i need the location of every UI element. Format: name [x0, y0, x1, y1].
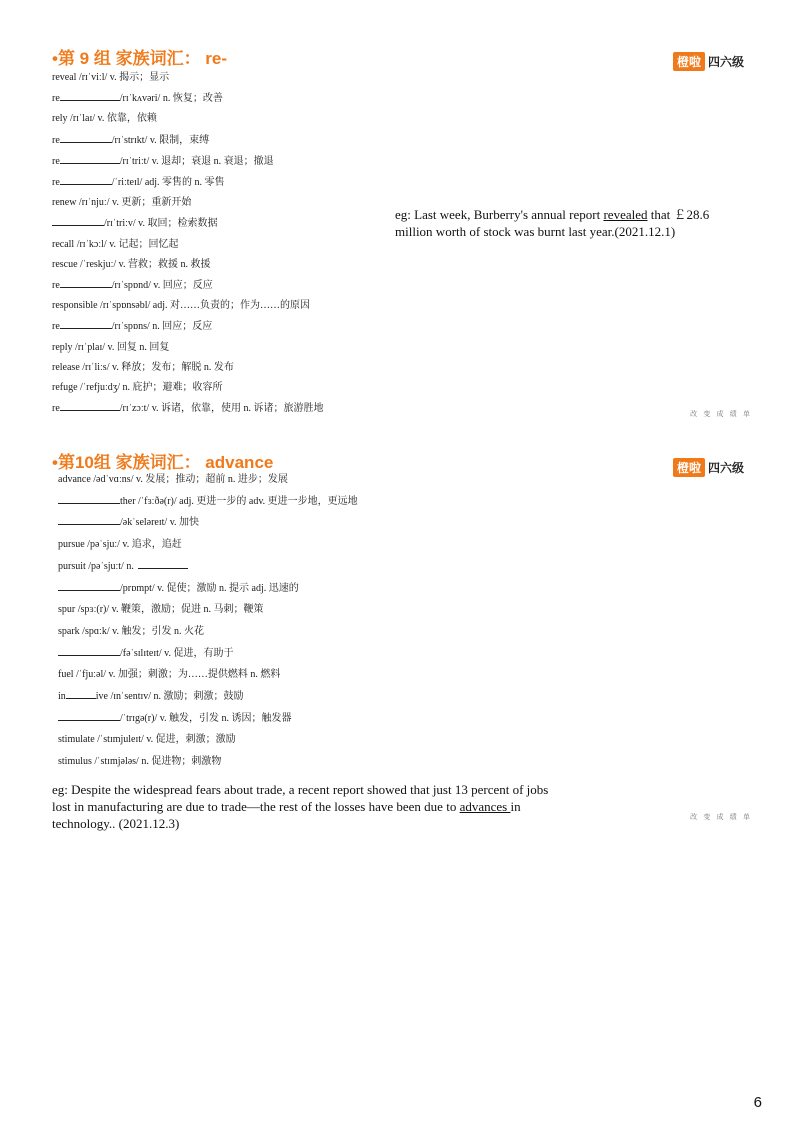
brand-logo: [673, 52, 744, 71]
vocab-entry: [52, 213, 324, 234]
vocab-entry: [58, 621, 358, 643]
brand-badge: 橙啦: [673, 458, 705, 477]
entry-definition: /əkˈseləreɪt/ v. 加快: [120, 517, 200, 529]
entry-text: pursue /pəˈsjuː/ v. 追求，追赶: [58, 539, 182, 551]
vocab-entry: [52, 193, 324, 213]
fill-in-blank: [60, 275, 112, 288]
vocab-entry: [58, 469, 358, 491]
entry-text: rely /rɪˈlaɪ/ v. 依靠，依赖: [52, 113, 157, 125]
slogan-note: 改 变 成 绩 单: [690, 813, 752, 821]
fill-in-blank: [52, 213, 104, 226]
vocab-entry: [58, 534, 358, 556]
vocab-entry: [58, 491, 358, 513]
entry-text: refuge /ˈrefjuːdʒ/ n. 庇护；避难；收容所: [52, 382, 223, 394]
entry-text: fuel /ˈfjuːəl/ v. 加强；刺激；为……提供燃料 n. 燃料: [58, 669, 281, 681]
fill-in-blank: [58, 512, 120, 525]
entry-text: re: [52, 134, 60, 146]
vocab-entry: [52, 130, 324, 151]
vocab-entry: [58, 599, 358, 621]
entry-text: stimulus /ˈstɪmjələs/ n. 促进物；刺激物: [58, 756, 222, 768]
entry-definition: /rɪˈkʌvəri/ n. 恢复；改善: [119, 93, 223, 105]
entry-text: release /rɪˈliːs/ v. 释放；发布；解脱 n. 发布: [52, 361, 234, 373]
word-list: [52, 68, 324, 419]
entry-text: rescue /ˈreskjuː/ v. 营救；救援 n. 救援: [52, 258, 211, 270]
fill-in-blank: [58, 643, 120, 656]
entry-definition: /fəˈsɪlɪteɪt/ v. 促进，有助于: [120, 647, 234, 659]
entry-text: renew /rɪˈnjuː/ v. 更新；重新开始: [52, 197, 192, 209]
entry-text: spark /spɑːk/ v. 触发；引发 n. 火花: [58, 625, 204, 637]
vocab-entry: [52, 68, 324, 88]
vocab-entry: [58, 708, 358, 730]
example-text: eg: Despite the widespread fears about trade, a recent report showed that just 13 percent of jobs lost in manufacturing are due to trade—the rest of the losses have been due to: [52, 782, 549, 814]
entry-text: recall /rɪˈkɔːl/ v. 记起；回忆起: [52, 238, 179, 250]
fill-in-blank: [60, 151, 120, 164]
entry-text: reply /rɪˈplaɪ/ v. 回复 n. 回复: [52, 341, 170, 353]
entry-text: re: [52, 403, 60, 415]
vocab-entry: [52, 275, 324, 296]
entry-definition: ive /ɪnˈsentɪv/ n. 激励；刺激；鼓励: [95, 691, 244, 703]
vocab-entry: [52, 255, 324, 275]
vocab-entry: [58, 686, 358, 708]
vocab-entry: [52, 172, 324, 193]
fill-in-blank: [60, 316, 112, 329]
fill-in-blank: [60, 172, 112, 185]
vocab-entry: [52, 358, 324, 378]
entry-text: stimulate /ˈstɪmjuleɪt/ v. 促进，刺激；激励: [58, 734, 236, 746]
vocab-entry: [58, 578, 358, 600]
entry-text: spur /spɜː(r)/ v. 鞭策，激励；促进 n. 马刺；鞭策: [58, 604, 264, 616]
vocab-entry: [52, 338, 324, 358]
example-keyword: advances: [459, 799, 511, 814]
vocab-entry: [52, 88, 324, 109]
slogan-note: 改 变 成 绩 单: [690, 410, 752, 418]
example-keyword: revealed: [603, 207, 648, 222]
vocab-entry: [58, 664, 358, 686]
entry-definition: ther /ˈfɜːðə(r)/ adj. 更进一步的 adv. 更进一步地，更远地: [120, 495, 358, 507]
vocab-entry: [52, 151, 324, 172]
word-group-9: [0, 0, 800, 430]
entry-definition: /rɪˈzɔːt/ v. 诉诸，依靠，使用 n. 诉诸；旅游胜地: [119, 403, 324, 415]
entry-text: re: [52, 321, 60, 333]
entry-definition: /rɪˈstrɪkt/ v. 限制，束缚: [111, 134, 210, 146]
entry-definition: /rɪˈtriːv/ v. 取回；检索数据: [104, 218, 218, 230]
group-heading: •第10组 家族词汇： advance: [52, 453, 274, 472]
vocab-entry: [52, 235, 324, 255]
example-text: eg: Last week, Burberry's annual report: [395, 207, 604, 222]
entry-text: advance /ədˈvɑːns/ v. 发展；推动；超前 n. 进步；发展: [58, 474, 288, 485]
brand-badge: 橙啦: [673, 52, 705, 71]
entry-definition: /ˈriːteɪl/ adj. 零售的 n. 零售: [111, 177, 225, 189]
entry-text: re: [52, 93, 60, 105]
fill-in-blank: [60, 398, 120, 411]
entry-text: in: [58, 691, 66, 703]
brand-text: 四六级: [707, 55, 744, 69]
page-number: 6: [753, 1094, 762, 1111]
entry-definition: /prɒmpt/ v. 促使；激励 n. 提示 adj. 迅速的: [120, 582, 299, 594]
fill-in-blank: [58, 708, 120, 721]
entry-text: pursuit /pəˈsjuːt/ n.: [58, 560, 134, 572]
entry-text: reveal /rɪˈviːl/ v. 揭示；显示: [52, 72, 170, 83]
vocab-entry: [58, 751, 358, 773]
entry-text: responsible /rɪˈspɒnsəbl/ adj. 对……负责的；作为……的原因: [52, 300, 310, 312]
vocab-entry: [58, 512, 358, 534]
word-list: [58, 469, 358, 773]
entry-text: re: [52, 177, 60, 189]
vocab-entry: [58, 556, 358, 578]
entry-definition: /rɪˈspɒns/ n. 回应；反应: [111, 321, 213, 333]
fill-in-blank: [60, 88, 120, 101]
entry-definition: /rɪˈspɒnd/ v. 回应；反应: [111, 280, 213, 292]
brand-logo: [673, 458, 744, 477]
entry-definition: /ˈtrɪgə(r)/ v. 触发，引发 n. 诱因；触发器: [120, 712, 292, 724]
example-text-end: that ￡28.6 million worth of stock was burnt last year.(2021.12.1): [395, 207, 710, 239]
example-text-end: in technology.. (2021.12.3): [52, 799, 521, 831]
fill-in-blank: [66, 686, 96, 699]
example-sentence: [52, 781, 552, 832]
vocab-entry: [52, 316, 324, 337]
fill-in-blank: [58, 491, 120, 504]
fill-in-blank: [60, 130, 112, 143]
vocab-entry: [58, 729, 358, 751]
entry-definition: /rɪˈtriːt/ v. 退却；衰退 n. 衰退；撤退: [119, 155, 274, 167]
group-heading: •第 9 组 家族词汇： re-: [52, 49, 228, 68]
fill-in-blank: [58, 578, 120, 591]
vocab-entry: [58, 643, 358, 665]
entry-text: re: [52, 280, 60, 292]
example-sentence: [395, 206, 725, 240]
word-group-10: [0, 440, 800, 860]
vocab-entry: [52, 296, 324, 316]
fill-in-blank: [138, 556, 188, 569]
entry-text: re: [52, 155, 60, 167]
vocab-entry: [52, 398, 324, 419]
vocab-entry: [52, 378, 324, 398]
brand-text: 四六级: [707, 461, 744, 475]
vocab-entry: [52, 109, 324, 129]
